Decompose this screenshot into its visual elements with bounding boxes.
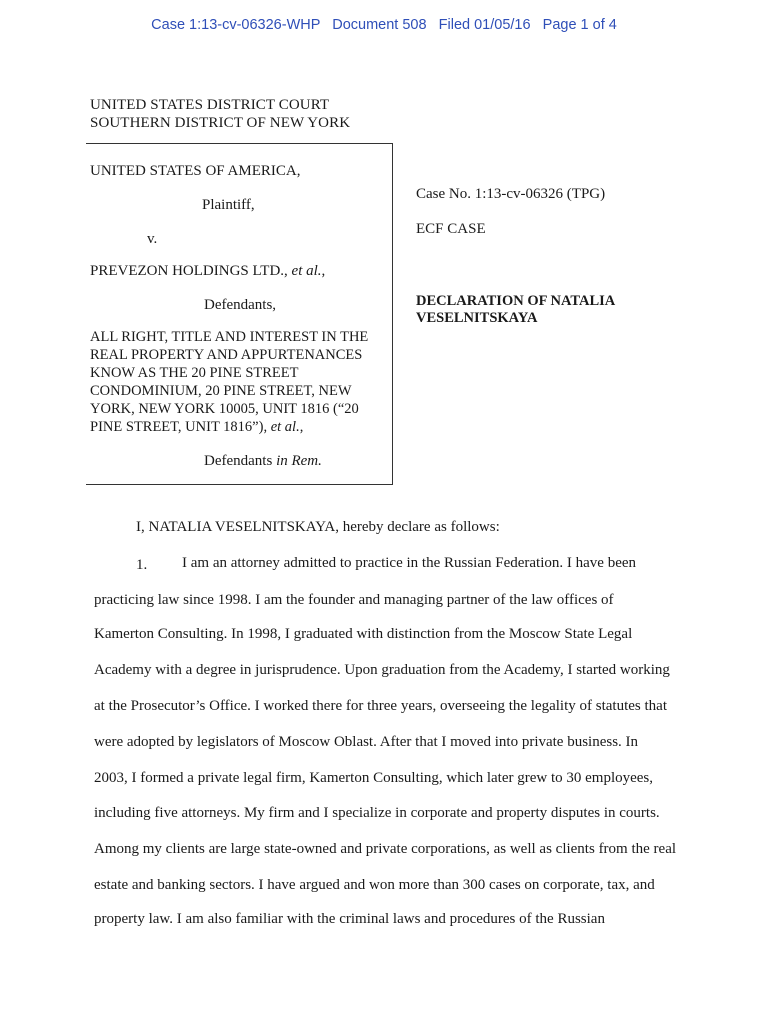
paragraph-line: property law. I am also familiar with the criminal laws and procedures of the Russian <box>94 911 605 927</box>
paragraph-line: Among my clients are large state-owned and private corporations, as well as clients from the real <box>94 841 677 857</box>
filing-header <box>0 17 768 33</box>
paragraph-line: at the Prosecutor’s Office. I worked there for three years, overseeing the legality of statutes that <box>94 698 667 714</box>
paragraph-number: 1. <box>136 557 148 573</box>
court-name <box>90 96 350 132</box>
paragraph-line: including five attorneys. My firm and I specialize in corporate and property disputes in courts. <box>94 805 660 821</box>
in-rem-line: CONDOMINIUM, 20 PINE STREET, NEW <box>90 383 352 399</box>
in-rem-line: YORK, NEW YORK 10005, UNIT 1816 (“20 <box>90 401 359 417</box>
court-name-line1: UNITED STATES DISTRICT COURT <box>90 97 330 113</box>
versus-label: v. <box>147 231 158 247</box>
paragraph-line: 2003, I formed a private legal firm, Kamerton Consulting, which later grew to 30 employees, <box>94 770 654 786</box>
header-case-number: Case 1:13-cv-06326-WHP <box>151 17 321 33</box>
case-number: Case No. 1:13-cv-06326 (TPG) <box>416 186 606 202</box>
ecf-case-label: ECF CASE <box>416 221 486 237</box>
paragraph-line: were adopted by legislators of Moscow Oblast. After that I moved into private business. In <box>94 734 639 750</box>
paragraph-line: Academy with a degree in jurisprudence. Upon graduation from the Academy, I started working <box>94 662 670 678</box>
declaration-title <box>416 293 615 327</box>
in-rem-last-text: PINE STREET, UNIT 1816”), <box>90 419 271 435</box>
declaration-title-line1: DECLARATION OF NATALIA <box>416 293 616 309</box>
defendant-name-text: PREVEZON HOLDINGS LTD., <box>90 263 292 279</box>
paragraph-line: practicing law since 1998. I am the founder and managing partner of the law offices of <box>94 592 614 608</box>
defendant-name <box>90 262 325 280</box>
in-rem-line: KNOW AS THE 20 PINE STREET <box>90 365 299 381</box>
in-rem-line: REAL PROPERTY AND APPURTENANCES <box>90 347 363 363</box>
declaration-title-line2: VESELNITSKAYA <box>416 310 538 326</box>
header-filed-date: Filed 01/05/16 <box>438 17 531 33</box>
in-rem-label <box>204 452 322 470</box>
declaration-intro: I, NATALIA VESELNITSKAYA, hereby declare as follows: <box>136 519 500 535</box>
paragraph-line: estate and banking sectors. I have argued and won more than 300 cases on corporate, tax, and <box>94 877 655 893</box>
in-rem-line: ALL RIGHT, TITLE AND INTEREST IN THE <box>90 329 369 345</box>
in-rem-label-italic: in Rem. <box>276 453 322 469</box>
in-rem-line-last <box>90 418 368 436</box>
defendant-name-etal: et al. <box>291 263 322 279</box>
defendants-label: Defendants, <box>204 297 277 313</box>
in-rem-last-end: , <box>299 419 304 435</box>
in-rem-last-etal: et al. <box>270 419 300 435</box>
plaintiff-name: UNITED STATES OF AMERICA, <box>90 163 301 179</box>
paragraph-first-line: I am an attorney admitted to practice in the Russian Federation. I have been <box>182 555 637 571</box>
in-rem-defendant <box>90 328 368 436</box>
court-name-line2: SOUTHERN DISTRICT OF NEW YORK <box>90 115 351 131</box>
in-rem-label-text: Defendants <box>204 453 277 469</box>
plaintiff-label: Plaintiff, <box>202 197 255 213</box>
defendant-name-end: , <box>321 263 326 279</box>
paragraph-line: Kamerton Consulting. In 1998, I graduated with distinction from the Moscow State Legal <box>94 626 633 642</box>
header-document-number: Document 508 <box>332 17 427 33</box>
header-page-number: Page 1 of 4 <box>542 17 617 33</box>
